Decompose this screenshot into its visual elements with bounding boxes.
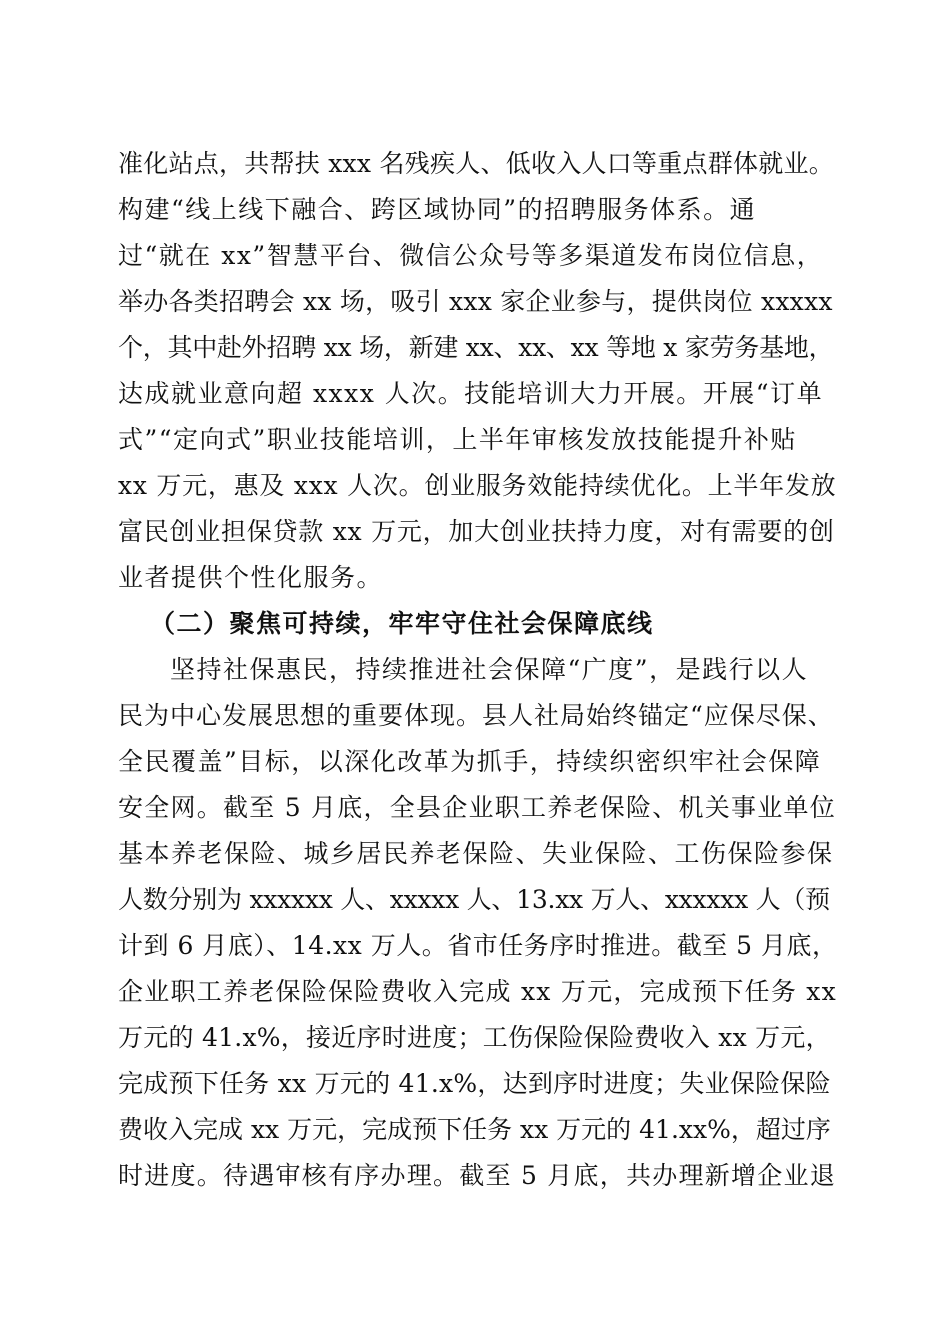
paragraph-line: 个，其中赴外招聘 xx 场，新建 xx、xx、xx 等地 x 家劳务基地， [118, 333, 834, 362]
paragraph-line: 全民覆盖”目标，以深化改革为抓手，持续织密织牢社会保障 [118, 747, 822, 776]
paragraph-line: 企业职工养老保险保险费收入完成 xx 万元，完成预下任务 xx [118, 977, 837, 1006]
paragraph-line: 准化站点，共帮扶 xxx 名残疾人、低收入人口等重点群体就业。 [118, 149, 834, 178]
paragraph-line: 民为中心发展思想的重要体现。县人社局始终锚定“应保尽保、 [118, 701, 834, 730]
paragraph-line: 构建“线上线下融合、跨区域协同”的招聘服务体系。通 [118, 195, 757, 224]
paragraph-line: 万元的 41.x%，接近序时进度；工伤保险保险费收入 xx 万元， [118, 1023, 831, 1052]
paragraph-line: 达成就业意向超 xxxx 人次。技能培训大力开展。开展“订单 [118, 379, 824, 408]
paragraph-line: 过“就在 xx”智慧平台、微信公众号等多渠道发布岗位信息， [118, 241, 824, 270]
paragraph-line: 时进度。待遇审核有序办理。截至 5 月底，共办理新增企业退 [118, 1161, 837, 1190]
paragraph-line: 式”“定向式”职业技能培训，上半年审核发放技能提升补贴 [118, 425, 797, 454]
paragraph-line: 坚持社保惠民，持续推进社会保障“广度”，是践行以人 [170, 655, 809, 684]
paragraph-line: 富民创业担保贷款 xx 万元，加大创业扶持力度，对有需要的创 [118, 517, 835, 546]
paragraph-line: 费收入完成 xx 万元，完成预下任务 xx 万元的 41.xx%，超过序 [118, 1115, 831, 1144]
paragraph-line: 完成预下任务 xx 万元的 41.x%，达到序时进度；失业保险保险 [118, 1069, 831, 1098]
paragraph-line: 计到 6 月底）、14.xx 万人。省市任务序时推进。截至 5 月底， [118, 931, 838, 960]
section-heading: （二）聚焦可持续，牢牢守住社会保障底线 [150, 609, 654, 638]
paragraph-line: 基本养老保险、城乡居民养老保险、失业保险、工伤保险参保 [118, 839, 834, 868]
paragraph-line: 举办各类招聘会 xx 场，吸引 xxx 家企业参与，提供岗位 xxxxx [118, 287, 833, 316]
paragraph-line: xx 万元，惠及 xxx 人次。创业服务效能持续优化。上半年发放 [118, 471, 837, 500]
paragraph-line: 安全网。截至 5 月底，全县企业职工养老保险、机关事业单位 [118, 793, 837, 822]
paragraph-line: 业者提供个性化服务。 [118, 563, 384, 592]
paragraph-line: 人数分别为 xxxxxx 人、xxxxx 人、13.xx 万人、xxxxxx 人（预 [118, 885, 830, 914]
